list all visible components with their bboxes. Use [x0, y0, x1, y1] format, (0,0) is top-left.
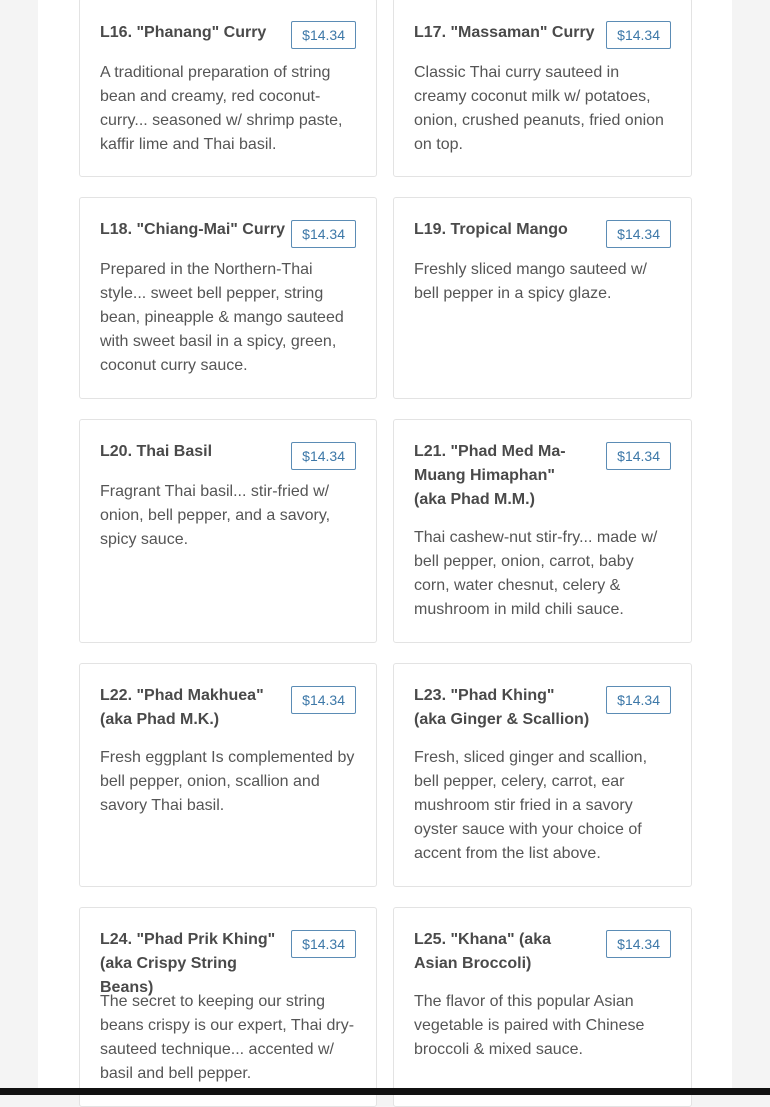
item-name: L17. "Massaman" Curry: [414, 24, 595, 41]
menu-item-card[interactable]: [393, 0, 692, 177]
item-name: L16. "Phanang" Curry: [100, 24, 267, 41]
item-description: Classic Thai curry sauteed in creamy coconut milk w/ potatoes, onion, crushed peanuts, fried onion on top.: [414, 64, 664, 153]
item-description: Freshly sliced mango sauteed w/ bell pepper in a spicy glaze.: [414, 261, 647, 302]
item-price-button[interactable]: $14.34: [291, 930, 356, 958]
item-name: L25. "Khana" (aka Asian Broccoli): [414, 931, 551, 972]
item-price-button[interactable]: $14.34: [291, 21, 356, 49]
item-price-button[interactable]: $14.34: [291, 442, 356, 470]
menu-item-card[interactable]: [79, 197, 377, 399]
item-description: The flavor of this popular Asian vegetable is paired with Chinese broccoli & mixed sauce.: [414, 993, 645, 1058]
item-price-button[interactable]: $14.34: [291, 220, 356, 248]
item-name: L18. "Chiang-Mai" Curry: [100, 221, 285, 238]
menu-item-card[interactable]: [79, 0, 377, 177]
menu-item-card[interactable]: [79, 419, 377, 643]
item-price-button[interactable]: $14.34: [606, 442, 671, 470]
item-name: L24. "Phad Prik Khing" (aka Crispy String Beans): [100, 931, 276, 996]
item-description: The secret to keeping our string beans crispy is our expert, Thai dry-sauteed technique... accented w/ basil and bell pepper.: [100, 993, 355, 1082]
item-name: L19. Tropical Mango: [414, 221, 568, 238]
item-price-button[interactable]: $14.34: [606, 220, 671, 248]
item-description: Thai cashew-nut stir-fry... made w/ bell pepper, onion, carrot, baby corn, water chesnut, celery & mushroom in mild chili sauce.: [414, 529, 658, 618]
item-price-button[interactable]: $14.34: [606, 686, 671, 714]
menu-item-card[interactable]: [79, 663, 377, 887]
item-name: L20. Thai Basil: [100, 443, 213, 460]
item-name: L23. "Phad Khing" (aka Ginger & Scallion): [414, 687, 590, 728]
item-price-button[interactable]: $14.34: [291, 686, 356, 714]
item-description: A traditional preparation of string bean and creamy, red coconut-curry... seasoned w/ shrimp paste, kaffir lime and Thai basil.: [100, 64, 343, 153]
bottom-bar: [0, 1088, 770, 1095]
item-name: L22. "Phad Makhuea" (aka Phad M.K.): [100, 687, 264, 728]
menu-item-card[interactable]: [393, 197, 692, 399]
item-description: Fragrant Thai basil... stir-fried w/ onion, bell pepper, and a savory, spicy sauce.: [100, 483, 331, 548]
item-description: Prepared in the Northern-Thai style... sweet bell pepper, string bean, pineapple & mango sauteed with sweet basil in a spicy, green, coconut curry sauce.: [100, 261, 344, 374]
item-price-button[interactable]: $14.34: [606, 930, 671, 958]
item-name: L21. "Phad Med Ma-Muang Himaphan" (aka Phad M.M.): [414, 443, 566, 508]
menu-item-card[interactable]: [393, 663, 692, 887]
item-description: Fresh, sliced ginger and scallion, bell pepper, celery, carrot, ear mushroom stir fried in a savory oyster sauce with your choice of accent from the list above.: [414, 749, 648, 862]
menu-item-card[interactable]: [393, 907, 692, 1107]
menu-item-card[interactable]: [79, 907, 377, 1107]
menu-page: [38, 0, 732, 1095]
item-description: Fresh eggplant Is complemented by bell pepper, onion, scallion and savory Thai basil.: [100, 749, 355, 814]
menu-item-card[interactable]: [393, 419, 692, 643]
item-price-button[interactable]: $14.34: [606, 21, 671, 49]
